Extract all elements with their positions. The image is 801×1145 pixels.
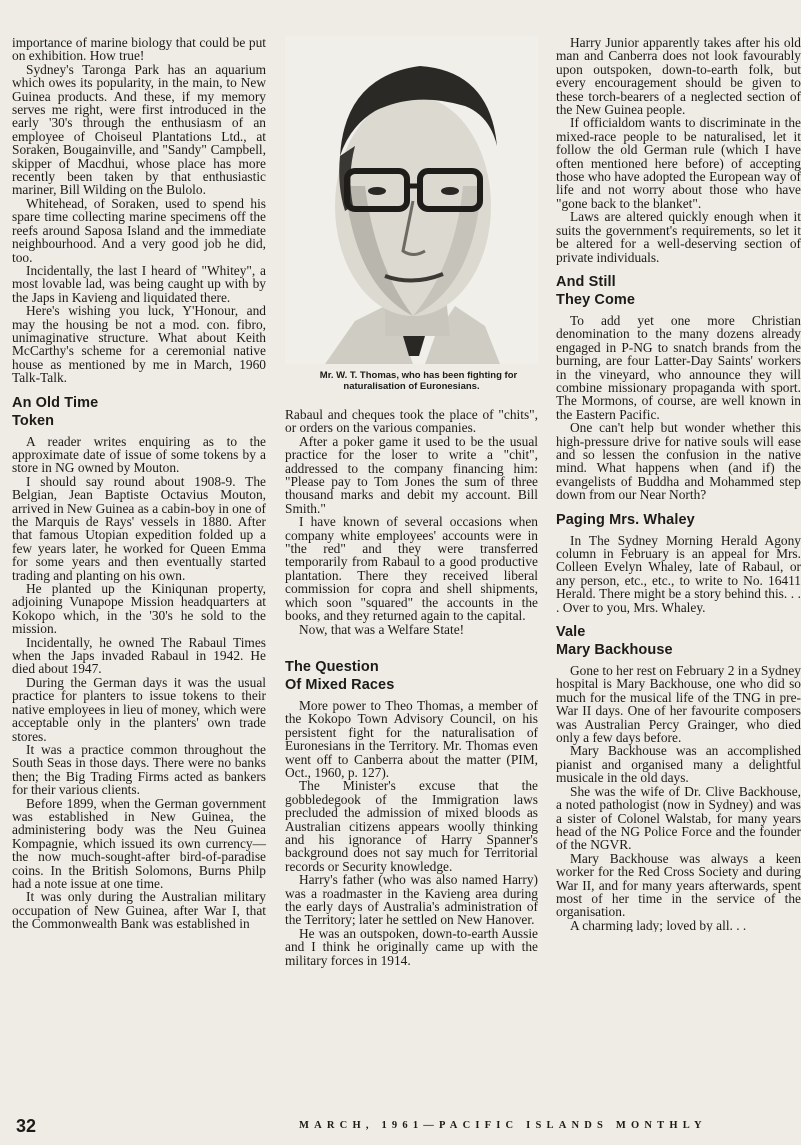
article-paragraph: Rabaul and cheques took the place of "chits", or orders on the various companies. [285, 407, 538, 436]
heading-line: Mary Backhouse [556, 642, 673, 659]
article-paragraph: Sydney's Taronga Park has an aquarium which owes its popularity, in the main, to New Guinea products. And these, if my memory serves me right, were first introduced in the early '30's through the enthusiasm of an employee of Choiseul Plantations Ltd., at Soraken, Bougainville, and "Sandy" Campbell, skipper of Macdhui, whose place has more recently been taken by that enthusiastic mariner, Bill Wilding on the Bulolo. [12, 61, 266, 198]
heading-line: Of Mixed Races [285, 676, 395, 693]
article-paragraph: A charming lady; loved by all. . . [570, 917, 747, 933]
article-paragraph: A reader writes enquiring as to the approximate date of issue of some tokens by a store in NG owned by Mouton. [12, 433, 266, 476]
article-paragraph: One can't help but wonder whether this high-pressure drive for native souls will ease and so lessen the confusion in the native mind. What happens when (and if) the evangelists of Buddha and Mohammed step down from our Near North? [556, 420, 801, 503]
heading-line: Paging Mrs. Whaley [556, 511, 695, 528]
heading-line: The Question [285, 658, 379, 675]
article-paragraph: Gone to her rest on February 2 in a Sydney hospital is Mary Backhouse, one who did so much for the musical life of the TNG in pre-War II days. One of her favourite composers was Australian Percy Grainger, who died only a few days before. [556, 663, 801, 746]
article-paragraph: To add yet one more Christian denomination to the many dozens already engaged in P-NG to snatch brands from the burning, are four Latter-Day Saints' workers in the vineyard, who announce they will combine missionary propaganda with sport. The Mormons, of course, are well known in the Eastern Pacific. [556, 312, 801, 422]
column-right [556, 36, 801, 932]
heading-line: Vale [556, 624, 586, 641]
article-paragraph: More power to Theo Thomas, a member of the Kokopo Town Advisory Council, on his persistent fight for the naturalisation of Euronesians in the Territory. Mr. Thomas even went off to Canberra about the matter (PIM, Oct., 1960, p. 127). [285, 697, 538, 780]
article-paragraph: He planted up the Kiniqunan property, adjoining Vunapope Mission headquarters at Kokopo which, in the '30's he sold to the mission. [12, 581, 266, 637]
article-paragraph: Incidentally, he owned The Rabaul Times when the Japs invaded Rabaul in 1942. He died about 1947. [12, 634, 266, 677]
article-paragraph: After a poker game it used to be the usual practice for the loser to write a "chit", addressed to the company financing him: "Please pay to Tom Jones the sum of three thousand marks and debit my account. Bill Smith." [285, 433, 538, 516]
article-paragraph: Laws are altered quickly enough when it suits the government's requirements, so let it be altered for a well-deserving section of private individuals. [556, 209, 801, 265]
article-paragraph: If officialdom wants to discriminate in the mixed-race people to be naturalised, let it follow the old German rule (which I have often mentioned here before) of accepting those who have adopted the European way of life and not worry about those who have "gone back to the blanket". [556, 115, 801, 211]
article-paragraph: Harry's father (who was also named Harry) was a roadmaster in the Kavieng area during the early days of Australia's administration of the Territory; later he settled on New Hanover. [285, 872, 538, 928]
article-paragraph: She was the wife of Dr. Clive Backhouse, a noted pathologist (now in Sydney) and was a sister of Colonel Walstab, for many years head of the NG Police Force and the founder of the NGVR. [556, 783, 801, 853]
section-heading-paging-mrs-whaley [556, 511, 801, 529]
section-heading-mixed-races [285, 658, 538, 694]
portrait-illustration [285, 36, 538, 364]
heading-line: They Come [556, 291, 636, 308]
article-paragraph: Mary Backhouse was always a keen worker for the Red Cross Society and during War II, and for many years afterwards, spent most of her time in the service of the organisation. [556, 850, 801, 920]
photo-caption: Mr. W. T. Thomas, who has been fighting for naturalisation of Euronesians. [319, 370, 518, 392]
article-paragraph: Incidentally, the last I heard of "Whitey", a most lovable lad, was being caught up with by the Japs in Kavieng and liquidated there. [12, 262, 266, 305]
article-paragraph: During the German days it was the usual practice for planters to issue tokens to their native employees in lieu of money, which were acceptable only in the planters' own trade stores. [12, 674, 266, 744]
section-heading-and-still-they-come [556, 273, 801, 309]
article-paragraph: It was a practice common throughout the South Seas in those days. There were no banks then; the Big Trading Firms acted as bankers for their various clients. [12, 741, 266, 798]
article-paragraph: It was only during the Australian military occupation of New Guinea, after War I, that the Commonwealth Bank was established in [12, 889, 266, 932]
article-paragraph: importance of marine biology that could be put on exhibition. How true! [12, 35, 266, 64]
column-middle [285, 36, 538, 967]
article-paragraph: He was an outspoken, down-to-earth Aussie and I think he originally came up with the military forces in 1914. [285, 925, 538, 968]
heading-line: And Still [556, 273, 616, 290]
section-heading-vale-mary-backhouse [556, 623, 801, 659]
portrait-photo [285, 36, 538, 364]
heading-line: An Old Time [12, 394, 99, 411]
section-heading-old-time-token [12, 394, 266, 430]
article-paragraph: Harry Junior apparently takes after his old man and Canberra does not look favourably upon outspoken, down-to-earth folk, but every encouragement should be given to these torch-bearers of a neglected section of the New Guinea people. [556, 36, 801, 118]
heading-line: Token [12, 412, 55, 429]
article-paragraph: Now, that was a Welfare State! [299, 621, 465, 637]
page-number: 32 [16, 1116, 37, 1136]
running-footer: MARCH, 1961—PACIFIC ISLANDS MONTHLY [299, 1120, 707, 1131]
article-paragraph: In The Sydney Morning Herald Agony column in February is an appeal for Mrs. Colleen Evelyn Whaley, late of Rabaul, or any person, etc., etc., to write to No. 16411 Herald. There might be a story behind this. . . . Over to you, Mrs. Whaley. [556, 532, 801, 615]
article-paragraph: The Minister's excuse that the gobbledegook of the Immigration laws precluded the admission of mixed bloods as Australian citizens appears woolly thinking and his ignorance of Harry Spanner's background does not say much for Territorial records or Security knowledge. [285, 778, 538, 874]
article-paragraph: Before 1899, when the German government was established in New Guinea, the administering body was the Neu Guinea Kompagnie, which issued its own currency—the now much-sought-after bird-of-paradise coins. In the British Solomons, Burns Philp had a note issue at one time. [12, 795, 266, 891]
page-footer [0, 1110, 801, 1145]
article-paragraph: Mary Backhouse was an accomplished pianist and organised many a delightful musicale in the old days. [556, 743, 801, 786]
article-paragraph: Here's wishing you luck, Y'Honour, and may the housing be not a mod. con. fibro, unimaginative structure. What about Keith McCarthy's scheme for a ceremonial native house as mentioned by me in March, 1960 Talk-Talk. [12, 303, 266, 386]
column-left [12, 36, 266, 931]
article-paragraph: I have known of several occasions when company white employees' accounts were in "the red" and they were transferred temporarily from Rabaul to a good productive plantation. There they received liberal commission for copra and shell shipments, which soon "squared" the accounts in the books, and they returned again to the capital. [285, 514, 538, 624]
article-paragraph: Whitehead, of Soraken, used to spend his spare time collecting marine specimens off the reefs around Saposa Island and the immediate neighbourhood. And a very good job he did, too. [12, 195, 266, 265]
article-paragraph: I should say round about 1908-9. The Belgian, Jean Baptiste Octavius Mouton, arrived in New Guinea as a cabin-boy in one of the Marquis de Rays' vessels in 1880. After that famous Utopian expedition folded up a few years later, he worked for Queen Emma for some years and then eventually started trading and planting on his own. [12, 473, 266, 583]
